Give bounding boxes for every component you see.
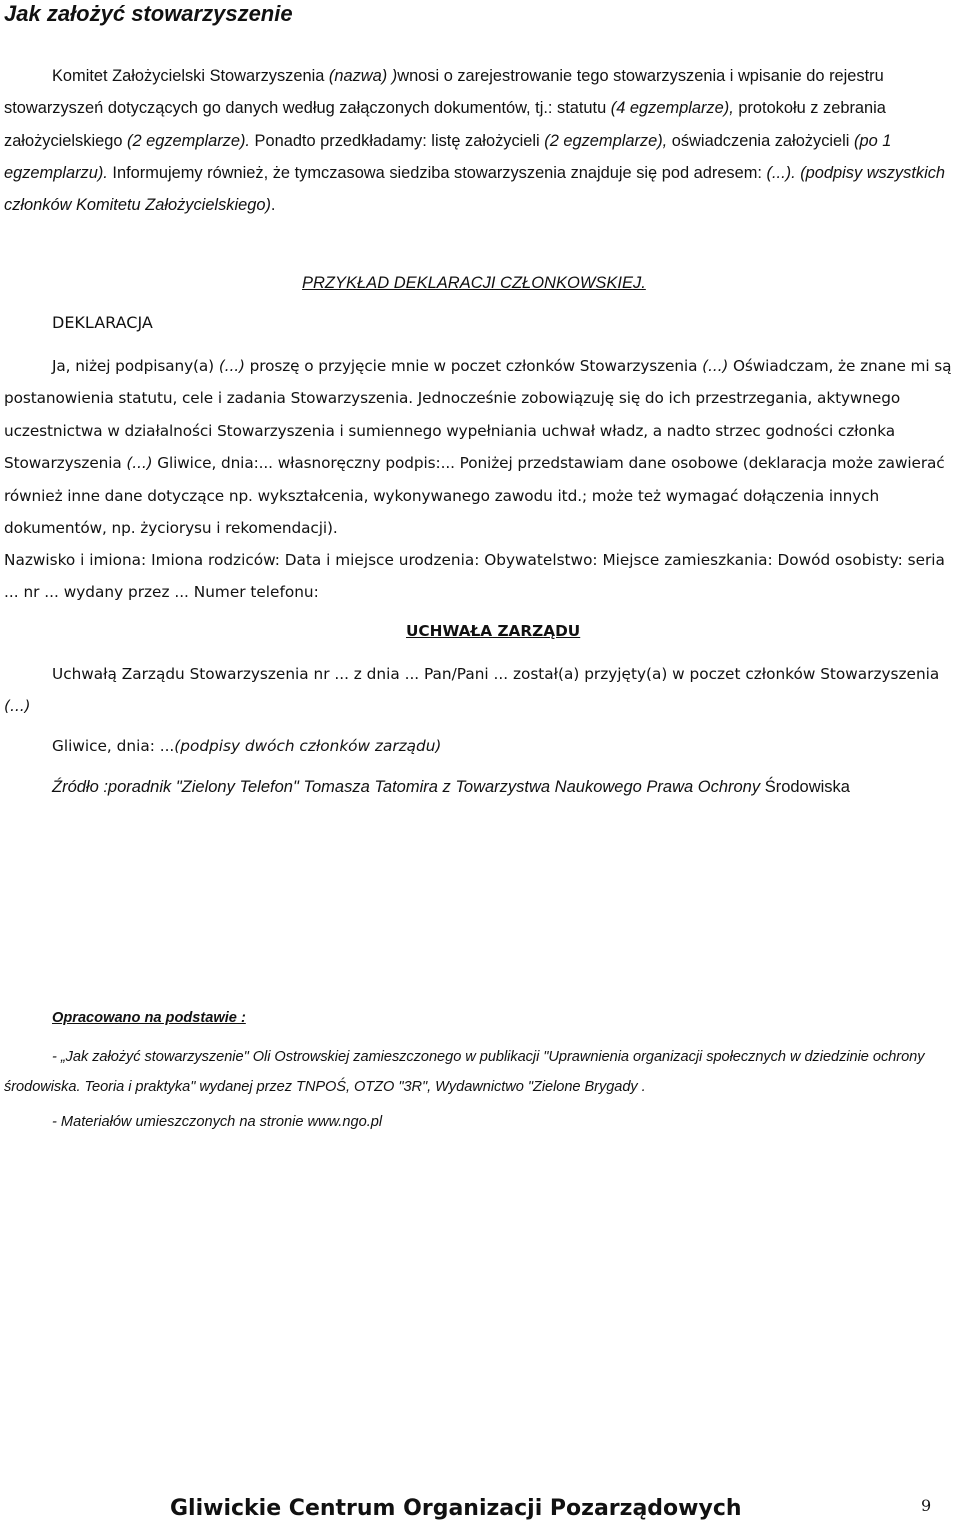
resolution-text: (...) [4,697,31,716]
intro-text: (...). (podpisy wszystkich członków Komitetu Założycielskiego) [4,163,946,215]
declaration-text: Oświadczam, że znane mi są postanowienia statutu, cele i zadania Stowarzyszenia. Jednocześnie zobowiązuję się do ich przestrzegania, aktywnego uczestnictwa w działalności Stowarzyszenia i sumiennego wypełniania uchwał władz, a nadto strzec godności członka Stowarzyszenia [4,357,952,473]
board-signature-line [52,730,441,762]
prepared-heading: Opracowano na podstawie : [52,1010,246,1026]
intro-text: (4 egzemplarze), [610,99,734,118]
page-number: 9 [921,1496,932,1515]
intro-text: wnosi o zarejestrowanie tego stowarzyszenia i wpisanie do rejestru stowarzyszeń dotyczących go danych według załączonych dokumentów, tj.: statutu [4,67,884,118]
resolution-text: Uchwałą Zarządu Stowarzyszenia nr ... z dnia ... Pan/Pani ... został(a) przyjęty(a) w poczet członków Stowarzyszenia [52,665,940,683]
intro-text: oświadczenia założycieli [667,131,854,150]
declaration-text: (...) [218,357,245,375]
intro-paragraph [4,60,954,221]
page-title: Jak założyć stowarzyszenie [4,1,293,26]
signature-text: Gliwice, dnia: ... [52,737,175,755]
intro-text: protokołu z zebrania założycielskiego [4,99,886,150]
declaration-text: (...) [126,454,153,473]
resolution-paragraph [4,658,956,723]
reference-item: - Materiałów umieszczonych na stronie www.ngo.pl [52,1114,383,1130]
intro-text: Ponadto przedkładamy: listę założycieli [249,131,545,150]
intro-text: (po 1 egzemplarzu). [4,131,892,182]
source-note [4,771,956,803]
reference-item: - „Jak założyć stowarzyszenie" Oli Ostrowskiej zamieszczonego w publikacji "Uprawnienia organizacji społecznych w dziedzinie ochrony środowiska. Teoria i praktyka" wydanej przez TNPOŚ, OTZO "3R", Wydawnictwo "Zielone Brygady . [4,1049,925,1095]
intro-text: Informujemy również, że tymczasowa siedziba stowarzyszenia znajduje się pod adresem: [107,163,767,182]
footer-organization: Gliwickie Centrum Organizacji Pozarządowych [170,1496,742,1521]
intro-text: (2 egzemplarze), [544,131,668,150]
intro-text: (nazwa) ) [328,67,398,85]
intro-text: . [270,196,276,215]
personal-data-fields: Nazwisko i imiona: Imiona rodziców: Data i miejsce urodzenia: Obywatelstwo: Miejsce zamieszkania: Dowód osobisty: seria ... nr ... wydany przez ... Numer telefonu: [4,551,945,602]
signature-text: (podpisy dwóch członków zarządu) [174,737,442,755]
intro-text: (2 egzemplarze). [127,131,250,150]
declaration-paragraph [4,350,958,544]
declaration-heading: DEKLARACJA [52,313,153,332]
declaration-text: Gliwice, dnia:... własnoręczny podpis:... Poniżej przedstawiam dane osobowe (deklaracja może zawierać również inne dane dotyczące np. wykształcenia, wykonywanego zawodu itd.; może też wymagać dołączenia innych dokumentów, np. życiorysu i rekomendacji). [4,454,945,538]
intro-text: Komitet Założycielski Stowarzyszenia [52,67,329,85]
declaration-text: proszę o przyjęcie mnie w poczet członków Stowarzyszenia [244,357,703,375]
declaration-text: Ja, niżej podpisany(a) [52,357,219,375]
source-text: Źródło :poradnik "Zielony Telefon" Tomasza Tatomira z Towarzystwa Naukowego Prawa Ochrony [52,778,761,796]
declaration-text: (...) [702,357,729,375]
example-heading: PRZYKŁAD DEKLARACJI CZŁONKOWSKIEJ. [302,274,646,292]
resolution-heading: UCHWAŁA ZARZĄDU [406,622,581,640]
source-text: Środowiska [760,778,850,796]
